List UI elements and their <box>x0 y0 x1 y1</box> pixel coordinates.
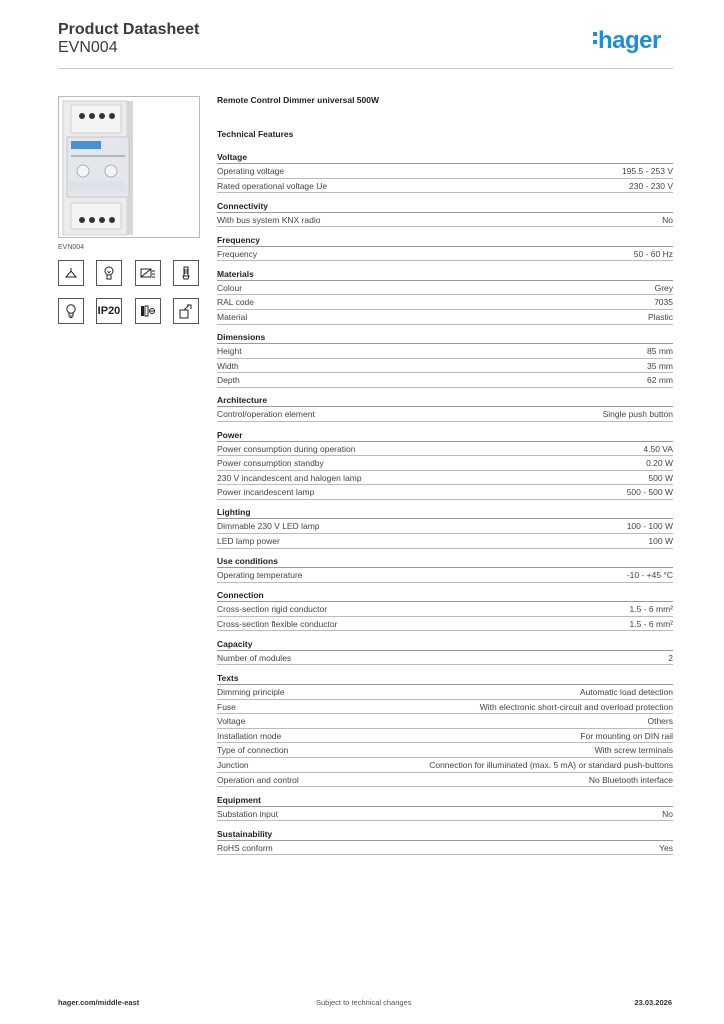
logo-text: hager <box>598 27 661 54</box>
fluorescent-tube-icon <box>173 260 199 286</box>
spec-value: 4.50 VA <box>643 443 673 454</box>
led-strip-icon <box>135 260 161 286</box>
spec-value: 230 - 230 V <box>629 180 673 191</box>
spec-value: 500 - 500 W <box>626 487 673 498</box>
spec-row <box>217 841 673 856</box>
ip20-icon: IP20 <box>96 298 122 324</box>
section-architecture <box>217 394 673 422</box>
spec-label: Cross-section flexible conductor <box>217 618 338 629</box>
spec-row <box>217 295 673 310</box>
product-image-caption: EVN004 <box>58 244 85 251</box>
spec-label: Dimmable 230 V LED lamp <box>217 521 320 532</box>
spec-value: No <box>662 808 673 819</box>
section-use-conditions <box>217 555 673 583</box>
spec-label: LED lamp power <box>217 536 280 546</box>
spec-row <box>217 729 673 744</box>
spec-value: 85 mm <box>647 346 673 357</box>
spec-value: 35 mm <box>647 360 673 371</box>
footer-notice: Subject to technical changes <box>316 998 412 1007</box>
spec-label: Operating temperature <box>217 570 303 581</box>
section-title: Lighting <box>217 506 673 519</box>
spec-row <box>217 359 673 374</box>
spec-row <box>217 407 673 422</box>
spec-row <box>217 471 673 486</box>
spec-label: Substation input <box>217 808 278 819</box>
page-title: Product Datasheet <box>58 21 200 38</box>
spec-row <box>217 700 673 715</box>
spec-label: Height <box>217 346 242 357</box>
spec-value: Single push button <box>602 409 673 420</box>
section-title: Power <box>217 429 673 442</box>
spec-row <box>217 373 673 388</box>
section-materials <box>217 268 673 325</box>
section-title: Capacity <box>217 638 673 651</box>
section-title: Equipment <box>217 794 673 807</box>
spec-label: Operation and control <box>217 774 299 785</box>
section-equipment <box>217 794 673 822</box>
feature-sections <box>217 151 673 855</box>
spec-value: 0.20 W <box>646 458 673 469</box>
spec-row <box>217 602 673 617</box>
section-title: Connectivity <box>217 200 673 213</box>
spec-value: 7035 <box>654 297 673 308</box>
section-power <box>217 429 673 500</box>
section-connectivity <box>217 200 673 228</box>
spec-value: No Bluetooth interface <box>588 774 673 785</box>
spec-label: Material <box>217 312 248 323</box>
section-title: Connection <box>217 589 673 602</box>
spec-label: Installation mode <box>217 730 282 741</box>
spec-value: -10 - +45 °C <box>626 570 673 581</box>
spec-row <box>217 807 673 822</box>
spec-label: RoHS conform <box>217 842 273 853</box>
section-title: Architecture <box>217 394 673 407</box>
spec-row <box>217 519 673 534</box>
spec-label: Colour <box>217 282 243 293</box>
section-title: Dimensions <box>217 331 673 344</box>
spec-label: Junction <box>217 759 249 770</box>
section-voltage <box>217 151 673 193</box>
spec-row <box>217 651 673 666</box>
section-sustainability <box>217 828 673 856</box>
spec-label: Fuse <box>217 701 236 712</box>
spec-label: 230 V incandescent and halogen lamp <box>217 472 362 483</box>
spec-value: For mounting on DIN rail <box>580 730 673 741</box>
spec-row <box>217 213 673 228</box>
section-title: Sustainability <box>217 828 673 841</box>
spec-row <box>217 310 673 325</box>
spec-row <box>217 456 673 471</box>
spec-row <box>217 534 673 549</box>
spec-row <box>217 743 673 758</box>
footer-website-link[interactable]: hager.com/middle-east <box>58 998 140 1007</box>
technical-features <box>217 95 673 862</box>
spec-value: 1.5 - 6 mm² <box>629 618 673 629</box>
section-title: Voltage <box>217 151 673 164</box>
spec-value: Plastic <box>647 312 673 323</box>
spec-label: With bus system KNX radio <box>217 214 321 225</box>
spec-row <box>217 281 673 296</box>
spec-value: 100 - 100 W <box>626 521 673 532</box>
lamp-bulb-icon <box>96 260 122 286</box>
spec-label: Depth <box>217 375 240 386</box>
section-title: Frequency <box>217 234 673 247</box>
product-name: Remote Control Dimmer universal 500W <box>217 95 380 105</box>
spec-row <box>217 617 673 632</box>
section-title: Texts <box>217 672 673 685</box>
spec-row <box>217 685 673 700</box>
spec-label: Frequency <box>217 248 258 259</box>
section-lighting <box>217 506 673 548</box>
spec-value: 1.5 - 6 mm² <box>629 604 673 615</box>
spec-label: Power consumption during operation <box>217 443 356 454</box>
spec-label: Power consumption standby <box>217 458 324 469</box>
spec-label: RAL code <box>217 297 255 308</box>
logo-colon-icon <box>593 32 597 48</box>
spec-label: Number of modules <box>217 652 292 663</box>
spec-value: Automatic load detection <box>579 686 673 697</box>
spec-value: Connection for illuminated (max. 5 mA) or standard push-buttons <box>429 759 673 770</box>
spec-row <box>217 164 673 179</box>
spec-value: Yes <box>659 842 673 853</box>
spec-label: Cross-section rigid conductor <box>217 604 328 615</box>
spec-value: 50 - 60 Hz <box>633 248 673 259</box>
spec-row <box>217 485 673 500</box>
spec-value: With electronic short-circuit and overload protection <box>479 701 673 712</box>
spec-value: 2 <box>668 652 673 663</box>
section-title: Materials <box>217 268 673 281</box>
spec-label: Power incandescent lamp <box>217 487 315 498</box>
module-icon <box>135 298 161 324</box>
spec-row <box>217 758 673 773</box>
spec-row <box>217 442 673 457</box>
features-heading: Technical Features <box>217 129 294 139</box>
spec-row <box>217 568 673 583</box>
spec-label: Operating voltage <box>217 166 285 176</box>
spec-label: Voltage <box>217 716 246 727</box>
section-dimensions <box>217 331 673 388</box>
spec-value: 195.5 - 253 V <box>621 166 673 176</box>
spec-label: Width <box>217 360 239 371</box>
spec-value: 62 mm <box>647 375 673 386</box>
header-divider <box>58 68 673 69</box>
spec-row <box>217 714 673 729</box>
light-bulb-icon <box>58 298 84 324</box>
spec-label: Type of connection <box>217 745 289 756</box>
spec-value: With screw terminals <box>594 745 673 756</box>
section-frequency <box>217 234 673 262</box>
push-button-icon <box>173 298 199 324</box>
spec-row <box>217 247 673 262</box>
product-code: EVN004 <box>58 39 118 56</box>
hager-logo <box>593 27 661 55</box>
spec-value: No <box>662 214 673 225</box>
spec-label: Control/operation element <box>217 409 315 420</box>
spec-value: 500 W <box>648 472 673 483</box>
section-title: Use conditions <box>217 555 673 568</box>
spec-row <box>217 344 673 359</box>
section-capacity <box>217 638 673 666</box>
spec-value: Others <box>647 716 673 727</box>
spec-row <box>217 179 673 194</box>
section-connection <box>217 589 673 631</box>
section-texts <box>217 672 673 787</box>
footer-date: 23.03.2026 <box>634 998 672 1007</box>
product-image <box>58 96 200 238</box>
spec-value: 100 W <box>648 536 673 546</box>
spec-row <box>217 773 673 788</box>
spec-label: Rated operational voltage Ue <box>217 180 328 191</box>
spec-value: Grey <box>654 282 673 293</box>
spec-label: Dimming principle <box>217 686 285 697</box>
ceiling-lamp-icon <box>58 260 84 286</box>
